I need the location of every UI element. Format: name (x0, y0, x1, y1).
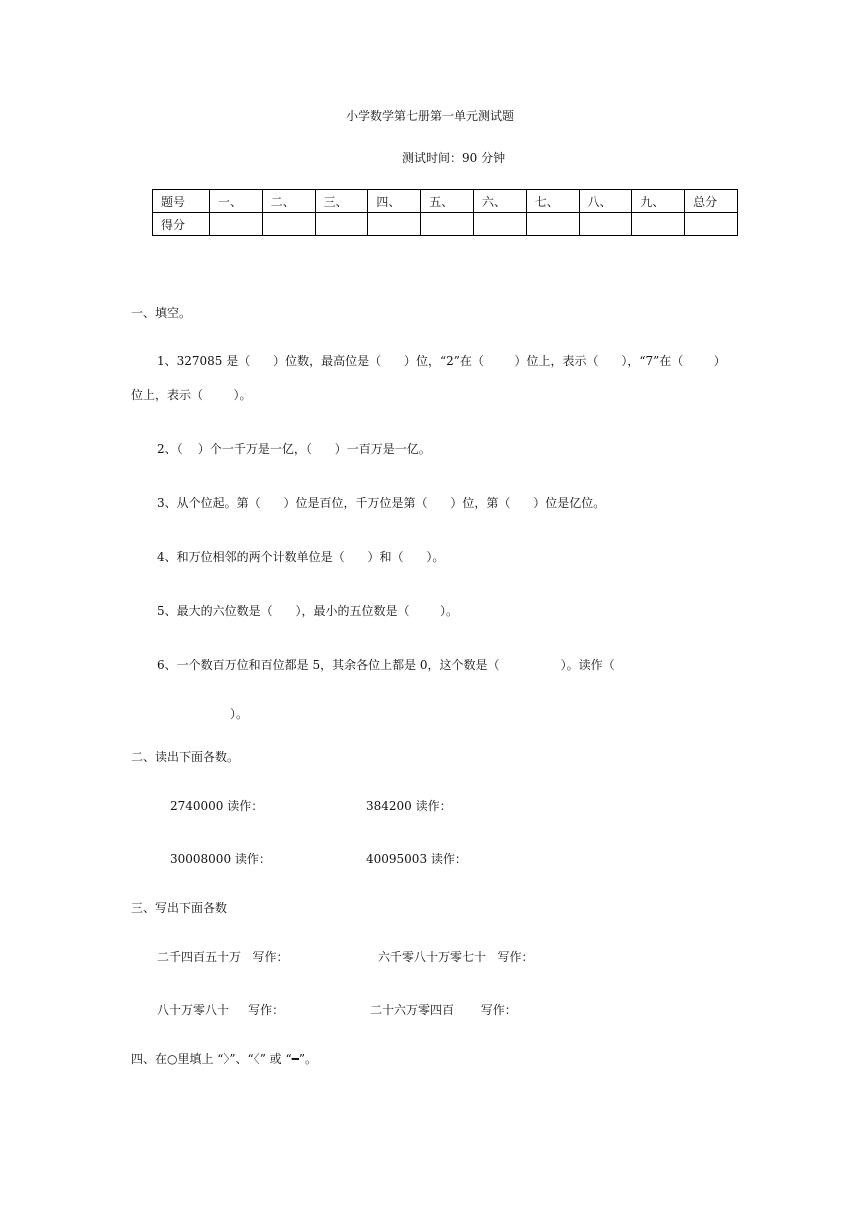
question-3: 3、从个位起。第（ ）位是百位，千万位是第（ ）位，第（ ）位是亿位。 (157, 496, 606, 510)
score-entry-cell[interactable] (685, 213, 738, 236)
section-1-heading: 一、填空。 (131, 306, 192, 320)
score-header-cell: 五、 (421, 190, 474, 213)
score-header-cell: 总分 (685, 190, 738, 213)
score-header-cell: 一、 (210, 190, 263, 213)
score-entry-cell[interactable] (368, 213, 421, 236)
score-header-cell: 八、 (579, 190, 632, 213)
score-entry-cell[interactable] (262, 213, 315, 236)
score-entry-cell[interactable] (473, 213, 526, 236)
question-6-line-1: 6、一个数百万位和百位都是 5，其余各位上都是 0，这个数是（ ）。读作（ (157, 658, 615, 672)
write-number-item: 二千四百五十万 写作： (157, 950, 289, 964)
read-number-item: 2740000 读作： (170, 799, 264, 813)
write-number-item: 六千零八十万零七十 写作： (378, 950, 534, 964)
score-entry-cell[interactable] (210, 213, 263, 236)
write-number-item: 八十万零八十 写作： (157, 1003, 285, 1017)
question-5: 5、最大的六位数是（ ），最小的五位数是（ ）。 (157, 604, 459, 618)
score-table-header-row (153, 190, 738, 213)
page-title: 小学数学第七册第一单元测试题 (345, 109, 514, 123)
section-3-heading: 三、写出下面各数 (131, 901, 228, 915)
score-header-cell: 题号 (153, 190, 210, 213)
write-number-item: 二十六万零四百 写作： (370, 1003, 517, 1017)
section-2-heading: 二、读出下面各数。 (131, 750, 240, 764)
question-4: 4、和万位相邻的两个计数单位是（ ）和（ ）。 (157, 550, 445, 564)
score-header-cell: 四、 (368, 190, 421, 213)
score-entry-cell[interactable] (632, 213, 685, 236)
score-entry-cell[interactable] (315, 213, 368, 236)
score-entry-cell[interactable] (526, 213, 579, 236)
test-duration: 测试时间：90 分钟 (402, 151, 506, 165)
question-2: 2、（ ）个一千万是一亿，（ ）一百万是一亿。 (157, 442, 431, 456)
score-table (152, 189, 738, 236)
score-entry-cell[interactable] (579, 213, 632, 236)
score-header-cell: 七、 (526, 190, 579, 213)
score-header-cell: 九、 (632, 190, 685, 213)
score-entry-cell[interactable] (421, 213, 474, 236)
score-row-label: 得分 (153, 213, 210, 236)
score-header-cell: 二、 (262, 190, 315, 213)
section-4-heading: 四、在○里填上 “〉”、“〈” 或 “━”。 (131, 1052, 317, 1066)
read-number-item: 30008000 读作： (170, 852, 271, 866)
question-6-line-2: ）。 (230, 707, 249, 721)
read-number-item: 40095003 读作： (366, 852, 467, 866)
score-header-cell: 六、 (473, 190, 526, 213)
score-table-score-row (153, 213, 738, 236)
read-number-item: 384200 读作： (366, 799, 452, 813)
question-1-line-2: 位上，表示（ ）。 (131, 388, 252, 402)
score-header-cell: 三、 (315, 190, 368, 213)
question-1-line-1: 1、327085 是（ ）位数，最高位是（ ）位，“2”在（ ）位上，表示（ ），“7”在（ ） (157, 354, 726, 368)
